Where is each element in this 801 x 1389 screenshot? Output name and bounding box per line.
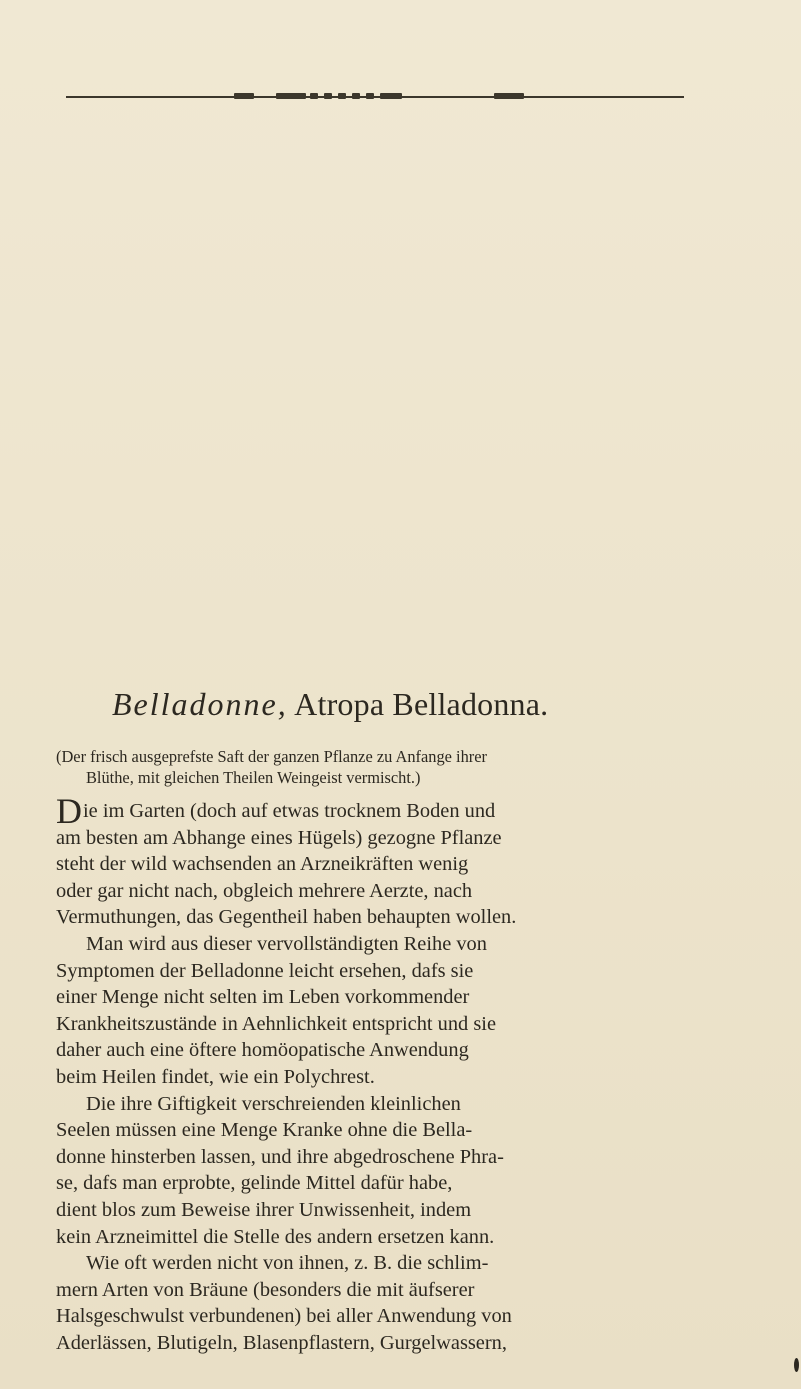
- body-line: am besten am Abhange eines Hügels) gezogne Pflanze: [56, 826, 502, 849]
- preparation-note: [56, 746, 756, 788]
- body-line: oder gar nicht nach, obgleich mehrere Aerzte, nach: [56, 879, 473, 902]
- body-line: Die ihre Giftigkeit verschreienden kleinlichen: [86, 1092, 461, 1115]
- body-line: daher auch eine öftere homöopatische Anwendung: [56, 1039, 469, 1062]
- body-line: kein Arzneimittel die Stelle des andern ersetzen kann.: [56, 1225, 495, 1248]
- body-line: Aderlässen, Blutigeln, Blasenpflastern, Gurgelwassern,: [56, 1331, 507, 1354]
- ink-spot: [794, 1358, 799, 1372]
- body-line: Krankheitszustände in Aehnlichkeit entspricht und sie: [56, 1012, 496, 1035]
- subtitle-line: (Der frisch ausgeprefste Saft der ganzen Pflanze zu Anfange ihrer: [56, 747, 487, 766]
- body-line: Wie oft werden nicht von ihnen, z. B. die schlim-: [86, 1252, 489, 1275]
- title-italic: Belladonne,: [112, 686, 288, 722]
- page-title: [112, 684, 548, 724]
- body-line: Seelen müssen eine Menge Kranke ohne die Bella-: [56, 1119, 473, 1142]
- subtitle-line: Blüthe, mit gleichen Theilen Weingeist vermischt.): [86, 768, 421, 787]
- body-line: einer Menge nicht selten im Leben vorkommender: [56, 986, 470, 1009]
- body-line: [56, 791, 756, 831]
- drop-cap: D: [56, 791, 82, 831]
- body-line: steht der wild wachsenden an Arzneikräften wenig: [56, 853, 469, 876]
- body-line: Man wird aus dieser vervollständigten Reihe von: [86, 932, 487, 955]
- body-line: se, dafs man erprobte, gelinde Mittel dafür habe,: [56, 1172, 453, 1195]
- body-line: mern Arten von Bräune (besonders die mit äufserer: [56, 1278, 475, 1301]
- body-line: Vermuthungen, das Gegentheil haben behaupten wollen.: [56, 906, 517, 929]
- body-line: Halsgeschwulst verbundenen) bei aller Anwendung von: [56, 1305, 512, 1328]
- body-line: donne hinsterben lassen, und ihre abgedroschene Phra-: [56, 1145, 504, 1168]
- title-regular: Atropa Belladonna.: [294, 686, 549, 722]
- body-line: beim Heilen findet, wie ein Polychrest.: [56, 1065, 375, 1088]
- body-line-text: ie im Garten (doch auf etwas trocknem Boden und: [83, 800, 496, 822]
- body-text: [56, 791, 756, 1356]
- body-line: dient blos zum Beweise ihrer Unwissenheit, indem: [56, 1198, 472, 1221]
- body-line: Symptomen der Belladonne leicht ersehen, dafs sie: [56, 959, 474, 982]
- rule-ornament: [234, 92, 524, 100]
